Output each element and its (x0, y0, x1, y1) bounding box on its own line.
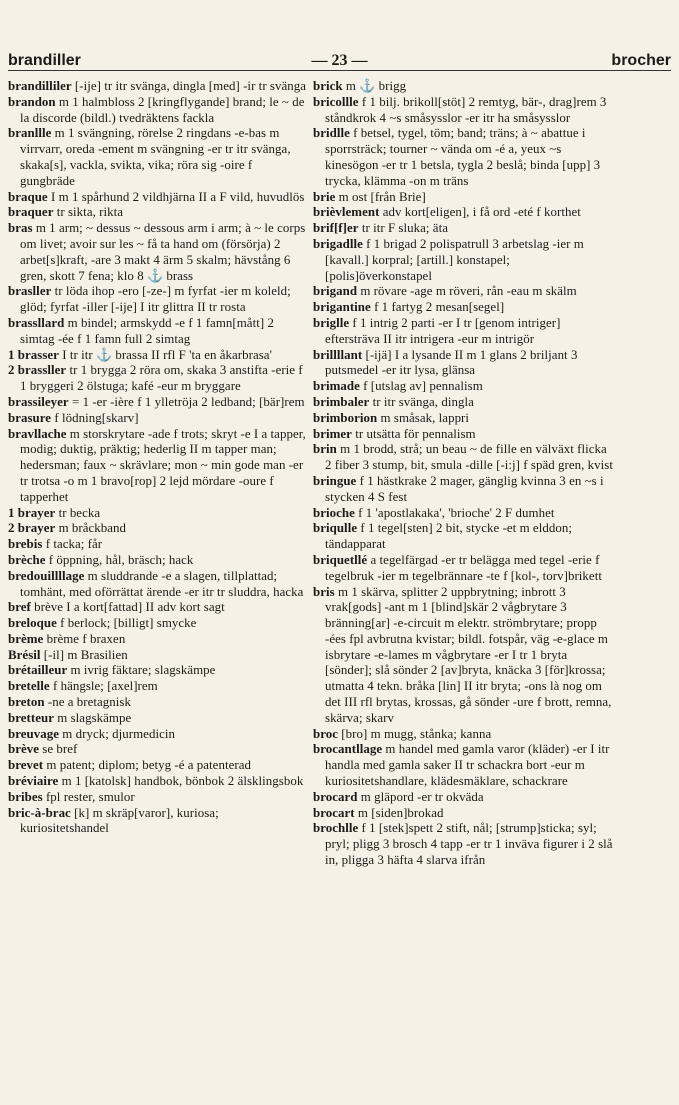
headword: brick (313, 79, 343, 93)
dictionary-entry: bringue f 1 hästkrake 2 mager, gänglig kvinna 3 en ~s i stycken 4 S fest (313, 473, 604, 504)
dictionary-entry: brétailleur m ivrig fäktare; slagskämpe (8, 663, 216, 678)
headword: 2 brayer (8, 521, 56, 536)
dictionary-entry: breuvage m dryck; djurmedicin (8, 726, 175, 741)
headword: braque (8, 189, 48, 204)
dictionary-entry: brocart m [siden]brokad (313, 805, 444, 820)
right-guideword: brocher (611, 52, 671, 69)
dictionary-entry: bribes fpl rester, smulor (8, 789, 135, 804)
headword: brasller (8, 284, 52, 299)
headword: briqulle (313, 521, 358, 536)
headword: brétailleur (8, 663, 68, 678)
headword: brif[f]er (313, 221, 359, 236)
headword: bribes (8, 789, 43, 804)
dictionary-entry: brochlle f 1 [stek]spett 2 stift, nål; [strump]sticka; syl; pryl; pligg 3 brosch 4 tapp -er tr 1 inväva figurer i 2 slå in, pligga 3 häfta 4 slarva ifrån (313, 821, 613, 868)
dictionary-entry: brassllard m bindel; armskydd -e f 1 famn[mått] 2 simtag -ée f 1 famn full 2 simtag (8, 315, 274, 346)
dictionary-entry: broc [bro] m mugg, stånka; kanna (313, 726, 492, 741)
headword: branllle (8, 126, 52, 141)
dictionary-entry: bricollle f 1 bilj. brikoll[stöt] 2 remtyg, bär-, drag]rem 3 ståndkrok 4 ~s småsysslor -er itr ha småsysslor (313, 94, 607, 125)
headword: brin (313, 442, 337, 457)
dictionary-entry: 2 brayer m bråckband (8, 521, 127, 536)
headword: brème (8, 631, 44, 646)
headword: brasure (8, 410, 52, 425)
headword: brocantllage (313, 742, 383, 757)
headword: bretelle (8, 679, 50, 694)
headword: brèche (8, 552, 46, 567)
dictionary-entry: branllle m 1 svängning, rörelse 2 ringdans -e-bas m virrvarr, oreda -ement m svängning -er tr itr svänga, skaka[s], vackla, svikta, vika; röra sig -oire f gungbräde (8, 126, 291, 188)
headword: breuvage (8, 726, 60, 741)
headword: bricollle (313, 94, 359, 109)
dictionary-entry: briqulle f 1 tegel[sten] 2 bit, stycke -et m elddon; tändapparat (313, 521, 572, 552)
dictionary-entry: breton -ne a bretagnisk (8, 695, 131, 710)
headword: brassileyer (8, 394, 69, 409)
headword: brillllant (313, 347, 363, 362)
dictionary-entry: brièvlement adv kort[eligen], i få ord -eté f korthet (313, 205, 581, 220)
headword: brimer (313, 426, 352, 441)
dictionary-entry: brimbaler tr itr svänga, dingla (313, 394, 474, 409)
headword: bravllache (8, 426, 67, 441)
dictionary-entry: brimade f [utslag av] pennalism (313, 379, 483, 394)
dictionary-entry: brimer tr utsätta för pennalism (313, 426, 476, 441)
headword: brassllard (8, 315, 65, 330)
headword: brève (8, 742, 40, 757)
dictionary-entry: 1 brayer tr becka (8, 505, 101, 520)
dictionary-entry: bretelle f hängsle; [axel]rem (8, 679, 158, 694)
dictionary-entry: brimborion m småsak, lappri (313, 410, 470, 425)
dictionary-entry: bridlle f betsel, tygel, töm; band; träns; à ~ abattue i sporrsträck; tourner ~ vända om -é a, yeux ~s kinesögon -er tr 1 betsla, tygla 2 beslå; binda [upp] 3 trycka, klämma -on m träns (313, 126, 601, 188)
dictionary-entry: brigand m rövare -age m röveri, rån -eau m skälm (313, 284, 577, 299)
dictionary-entry: briglle f 1 intrig 2 parti -er I tr [genom intriger] eftersträva II itr intrigera -eur m intrigör (313, 315, 561, 346)
dictionary-entry: brioche f 1 'apostlakaka', 'brioche' 2 F dumhet (313, 505, 555, 520)
dictionary-entry: brillllant [-ijä] I a lysande II m 1 glans 2 briljant 3 putsmedel -er itr lysa, glänsa (313, 347, 578, 378)
headword: brioche (313, 505, 355, 520)
headword: brimborion (313, 410, 378, 425)
headword: bréviaire (8, 774, 59, 789)
headword: brimbaler (313, 394, 370, 409)
page-number: — 23 — (311, 52, 368, 69)
headword: briquetllé (313, 552, 368, 567)
headword: brevet (8, 758, 44, 773)
left-guideword: brandiller (8, 52, 81, 69)
headword: bredouillllage (8, 568, 85, 583)
headword: brie (313, 189, 336, 204)
dictionary-entry: brandilliler [-ije] tr itr svänga, dingla [med] -ir tr svänga (8, 79, 307, 93)
headword: bric-à-brac (8, 805, 71, 820)
dictionary-entry: 1 brasser I tr itr ⚓ brassa II rfl F 'ta en åkarbrasa' (8, 347, 272, 362)
dictionary-entry: bravllache m storskrytare -ade f trots; skryt -e I a tapper, modig; duktig, präktig; hederlig II m tapper man; hedersman; faux ~ skrävlare; mon ~ min gode man -er tr trotsa -o m 1 bravo[rop] 2 lejd mördare -oure f tapperhet (8, 426, 306, 504)
dictionary-entry: brebis f tacka; får (8, 537, 103, 552)
dictionary-entry: braque I m 1 spårhund 2 vildhjärna II a F vild, huvudlös (8, 189, 305, 204)
headword: brochlle (313, 821, 359, 836)
dictionary-entry: brème brème f braxen (8, 631, 126, 646)
headword: brandon (8, 94, 56, 109)
headword: brandilliler (8, 79, 72, 93)
headword: broc (313, 726, 339, 741)
header-rule (8, 70, 671, 71)
dictionary-entry: braquer tr sikta, rikta (8, 205, 124, 220)
dictionary-entry: brigantine f 1 fartyg 2 mesan[segel] (313, 300, 505, 315)
dictionary-entry: brevet m patent; diplom; betyg -é a patenterad (8, 758, 251, 773)
headword: bretteur (8, 710, 54, 725)
dictionary-entry: brocard m gläpord -er tr okväda (313, 789, 484, 804)
dictionary-entry: bretteur m slagskämpe (8, 710, 132, 725)
dictionary-entry: brève se bref (8, 742, 78, 757)
dictionary-entry: brick m ⚓ brigg (313, 79, 407, 93)
headword: brocart (313, 805, 355, 820)
headword: briglle (313, 315, 350, 330)
headword: brigantine (313, 300, 371, 315)
headword: Brésil (8, 647, 41, 662)
dictionary-entry: bréviaire m 1 [katolsk] handbok, bönbok 2 älsklingsbok (8, 774, 304, 789)
dictionary-entry: breloque f berlock; [billigt] smycke (8, 616, 197, 631)
headword: brigand (313, 284, 358, 299)
dictionary-entry: bric-à-brac [k] m skräp[varor], kuriosa; kuriositetshandel (8, 805, 219, 836)
headword: breloque (8, 616, 57, 631)
headword: bridlle (313, 126, 350, 141)
headword: brebis (8, 537, 43, 552)
dictionary-entry: brèche f öppning, hål, bräsch; hack (8, 552, 194, 567)
headword: bris (313, 584, 335, 599)
headword: 1 brasser (8, 347, 59, 362)
headword: breton (8, 695, 45, 710)
dictionary-entry: bredouillllage m sluddrande -e a slagen, tillplattad; tomhänt, med oförrättat ärende -er itr tr sluddra, hacka (8, 568, 304, 599)
dictionary-entry: brocantllage m handel med gamla varor (kläder) -er I itr handla med gamla saker II tr schackra bort -eur m kuriositetshandlare, klädesmäklare, schackrare (313, 742, 610, 789)
dictionary-entry: bris m 1 skärva, splitter 2 uppbrytning; inbrott 3 vrak[gods] -ant m 1 [blind]skär 2 vågbrytare 3 bränning[ar] -e-circuit m elektr. strömbrytare; propp -ées fpl avbrutna kvistar; bildl. fotspår, väg -e-glace m isbrytare -e-lames m vågbrytare -er I tr 1 bryta [sönder]; slå sönder 2 [av]bryta, knäcka 3 [för]krossa; utmatta 4 tekn. bråka [lin] II itr bryta; -ons là nog om det III rfl brytas, krossas, gå sönder -ure f brott, remna, skärva; skarv (313, 584, 612, 725)
dictionary-entry: Brésil [-il] m Brasilien (8, 647, 128, 662)
headword: bref (8, 600, 31, 615)
left-column (8, 79, 310, 837)
headword: braquer (8, 205, 54, 220)
headword: 1 brayer (8, 505, 56, 520)
dictionary-entry: bras m 1 arm; ~ dessus ~ dessous arm i arm; à ~ le corps om livet; avoir sur les ~ få ta hand om (försörja) 2 arbet[s]kraft, -are 3 makt 4 ärm 5 skalm; hävstång 6 gren, skott 7 fena; klo 8 ⚓ brass (8, 221, 306, 283)
headword: bras (8, 221, 33, 236)
dictionary-entry: bref brève I a kort[fattad] II adv kort sagt (8, 600, 225, 615)
headword: brièvlement (313, 205, 380, 220)
dictionary-entry: brasller tr löda ihop -ero [-ze-] m fyrfat -ier m koleld; glöd; fyrfat -iller [-ije] I itr glittra II tr rosta (8, 284, 291, 315)
dictionary-entry: briquetllé a tegelfärgad -er tr belägga med tegel -erie f tegelbruk -ier m tegelbrännare -te f [kol-, torv]brikett (313, 552, 602, 583)
headword: bringue (313, 473, 357, 488)
dictionary-entry: brasure f lödning[skarv] (8, 410, 139, 425)
headword: brocard (313, 789, 358, 804)
dictionary-entry: brassileyer = 1 -er -ière f 1 ylletröja 2 ledband; [bär]rem (8, 394, 305, 409)
dictionary-entry: brie m ost [från Brie] (313, 189, 426, 204)
headword: 2 brassller (8, 363, 67, 378)
dictionary-entry: 2 brassller tr 1 brygga 2 röra om, skaka 3 anstifta -erie f 1 bryggeri 2 ölstuga; kafé -eur m bryggare (8, 363, 303, 394)
dictionary-entry: brigadlle f 1 brigad 2 polispatrull 3 arbetslag -ier m [kavall.] korpral; [artill.] konstapel; [polis]överkonstapel (313, 236, 584, 283)
headword: brimade (313, 379, 360, 394)
right-column (313, 79, 613, 869)
dictionary-entry: brin m 1 brodd, strå; un beau ~ de fille en välväxt flicka 2 fiber 3 stump, bit, smula -dille [-i:j] f späd gren, kvist (313, 442, 613, 473)
dictionary-entry: brandon m 1 halmbloss 2 [kringflygande] brand; le ~ de la discorde (bildl.) tvedräktens fackla (8, 94, 305, 125)
headword: brigadlle (313, 236, 363, 251)
dictionary-entry: brif[f]er tr itr F sluka; äta (313, 221, 448, 236)
